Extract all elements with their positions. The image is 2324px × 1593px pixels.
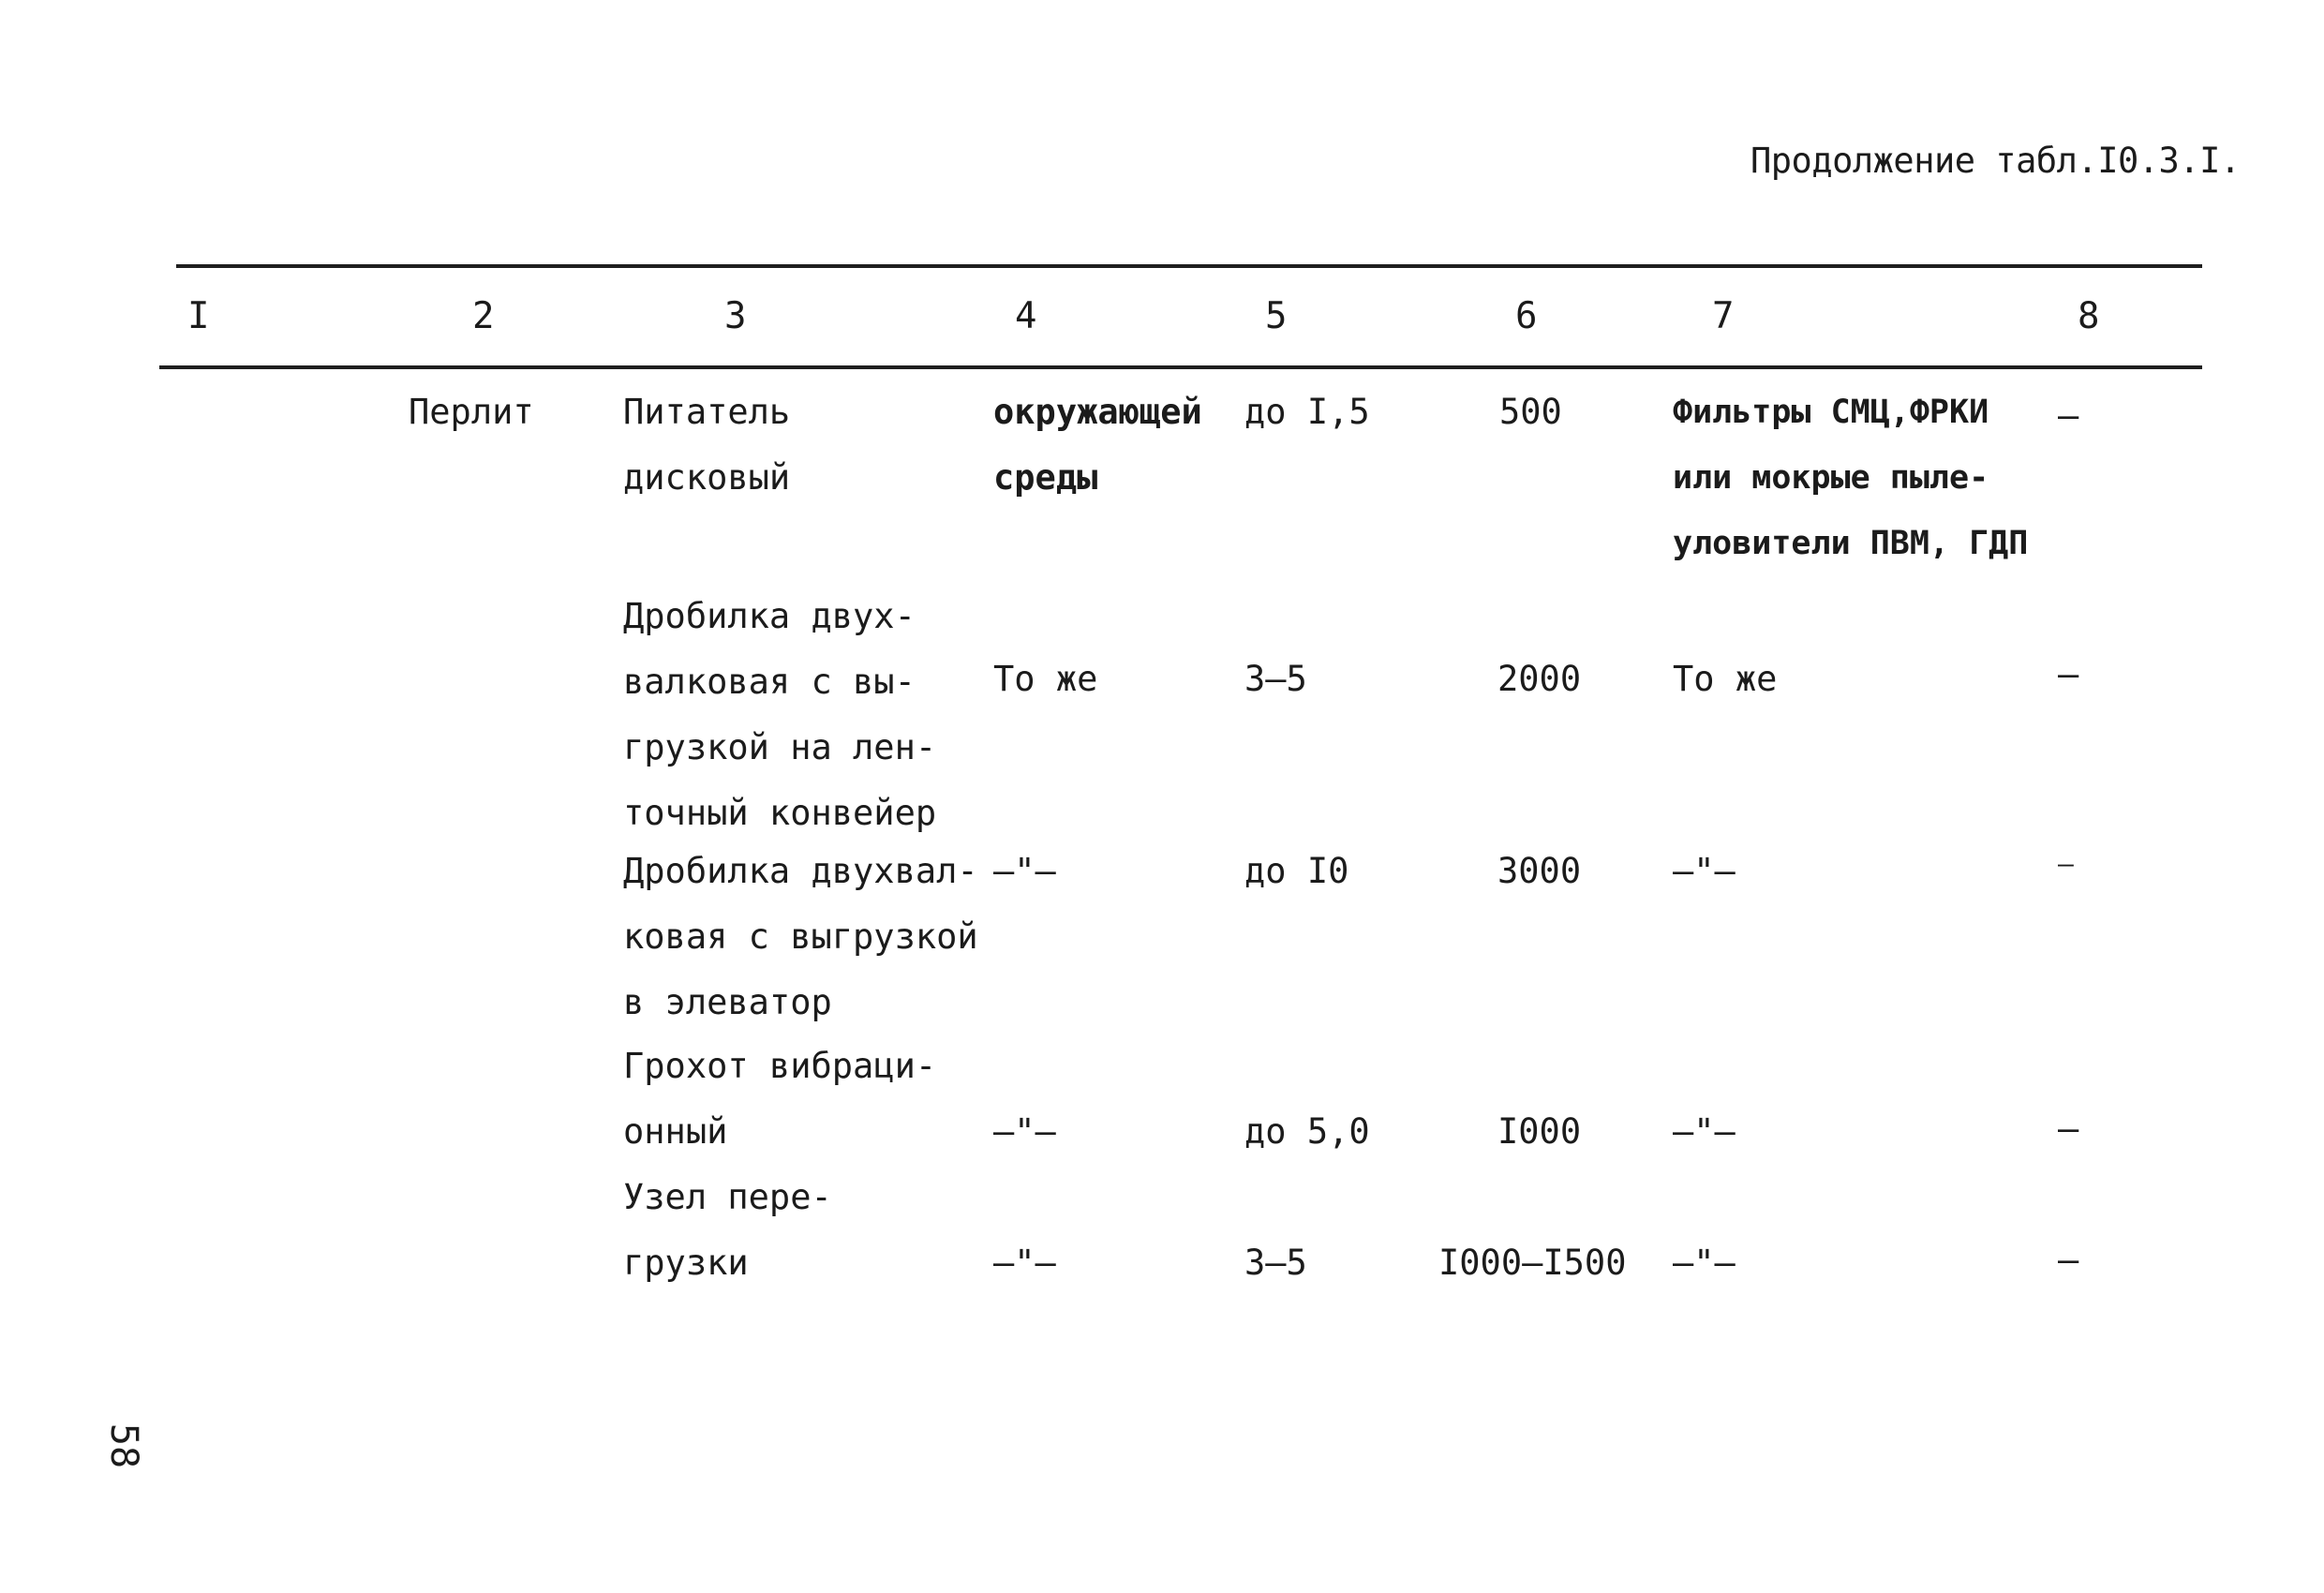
col8-cell: – — [2058, 395, 2079, 436]
col6-cell: I000 — [1497, 1111, 1582, 1152]
environment-cell: То же — [993, 659, 1098, 699]
col5-cell: 3–5 — [1244, 1243, 1307, 1283]
col7-cell: То же — [1673, 659, 1778, 699]
environment-cell: –"– — [993, 851, 1056, 891]
equipment-cell: Дробилка двух- валковая с вы- грузкой на лен- точный конвейер — [623, 596, 937, 833]
equipment-cell: Дробилка двухвал- ковая с выгрузкой в элеватор — [623, 851, 978, 1022]
equipment-cell: Питатель дисковый — [623, 392, 791, 498]
col6-cell: 500 — [1499, 392, 1562, 432]
col8-cell: – — [2058, 1109, 2079, 1149]
material-cell: Перлит — [409, 392, 534, 432]
table-top-rule — [176, 264, 2202, 268]
col7-cell: –"– — [1673, 851, 1736, 891]
column-number-4: 4 — [1015, 295, 1037, 337]
equipment-cell: Узел пере- грузки — [623, 1177, 832, 1283]
col8-cell: – — [2058, 1240, 2079, 1280]
col6-cell: 2000 — [1497, 659, 1582, 699]
column-number-2: 2 — [472, 295, 495, 337]
column-number-5: 5 — [1265, 295, 1288, 337]
col8-cell: – — [2058, 654, 2079, 694]
col7-cell: –"– — [1673, 1243, 1736, 1283]
col5-cell: до 5,0 — [1244, 1111, 1370, 1152]
col7-cell: –"– — [1673, 1111, 1736, 1152]
column-number-8: 8 — [2078, 295, 2100, 337]
col6-cell: I000–I500 — [1438, 1243, 1627, 1283]
column-number-1: I — [187, 295, 210, 337]
col7-cell: Фильтры СМЦ,ФРКИ или мокрые пыле- уловители ПВМ, ГДП — [1673, 394, 2029, 562]
environment-cell: –"– — [993, 1111, 1056, 1152]
column-number-3: 3 — [724, 295, 747, 337]
column-number-6: 6 — [1515, 295, 1538, 337]
table-header-rule — [159, 365, 2202, 369]
col8-cell: – — [2058, 848, 2074, 879]
environment-cell: –"– — [993, 1243, 1056, 1283]
column-number-7: 7 — [1712, 295, 1735, 337]
environment-cell: окружающей среды — [993, 392, 1202, 498]
page-number: 58 — [102, 1422, 146, 1469]
col5-cell: 3–5 — [1244, 659, 1307, 699]
table-caption: Продолжение табл.I0.3.I. — [1750, 141, 2241, 181]
col5-cell: до I,5 — [1244, 392, 1370, 432]
equipment-cell: Грохот вибраци- онный — [623, 1046, 937, 1152]
col5-cell: до I0 — [1244, 851, 1349, 891]
col6-cell: 3000 — [1497, 851, 1582, 891]
